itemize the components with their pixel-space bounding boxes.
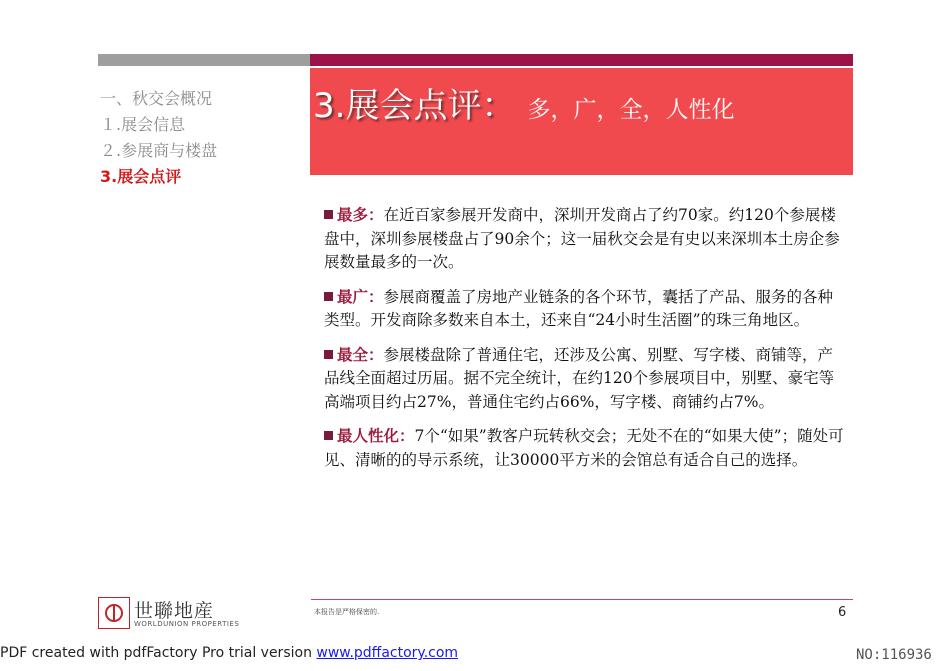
nav-item-review[interactable]: 3.展会点评 (100, 167, 182, 186)
header-bar-accent (310, 54, 853, 66)
footer-divider (311, 599, 853, 600)
company-name: 世聯地産 (134, 600, 215, 622)
pdf-watermark-link[interactable]: www.pdffactory.com (316, 645, 459, 661)
review-text: 7个“如果”教客户玩转秋交会；无处不在的“如果大使”；随处可见、清晰的的导示系统，让30000平方米的会馆总有适合自己的选择。 (324, 427, 844, 469)
review-paragraph-humane (324, 425, 846, 472)
company-logo-icon (98, 597, 130, 629)
slide-title-colon: ： (481, 86, 516, 126)
document-number: NO:116936 (856, 647, 932, 663)
square-bullet-icon (324, 350, 333, 359)
review-term: 最全： (337, 345, 384, 364)
page-number: 6 (838, 605, 847, 620)
section-nav (100, 86, 217, 190)
review-paragraph-fullest (324, 344, 846, 415)
review-text: 参展楼盘除了普通住宅，还涉及公寓、别墅、写字楼、商铺等，产品线全面超过历届。据不完全统计，在约120个参展项目中，别墅、豪宅等高端项目约占27%，普通住宅约占66%，写字楼、商铺约占7%。 (324, 345, 835, 411)
review-paragraph-most (324, 204, 846, 275)
review-content (324, 204, 846, 483)
header-bar-gray (98, 54, 310, 66)
pdf-watermark (0, 645, 458, 661)
confidential-note: 本报告是严格保密的. (314, 608, 380, 616)
review-paragraph-widest (324, 286, 846, 333)
square-bullet-icon (324, 431, 333, 440)
nav-item-exhibitors[interactable]: ２.参展商与楼盘 (100, 141, 218, 160)
review-term: 最广： (337, 287, 384, 306)
pdf-watermark-text: PDF created with pdfFactory Pro trial version (0, 645, 317, 661)
nav-item-exhibition-info[interactable]: １.展会信息 (100, 115, 186, 134)
review-text: 参展商覆盖了房地产业链条的各个环节，囊括了产品、服务的各种类型。开发商除多数来自本土，还来自“24小时生活圈”的珠三角地区。 (324, 287, 834, 329)
square-bullet-icon (324, 292, 333, 301)
review-term: 最人性化： (337, 427, 415, 445)
nav-item-overview[interactable]: 一、秋交会概况 (100, 89, 213, 108)
company-name-english: WORLDUNION PROPERTIES (134, 620, 240, 628)
slide-title-main: 3.展会点评 (313, 86, 482, 126)
slide-title-sub: 多，广，全，人性化 (527, 97, 735, 123)
square-bullet-icon (324, 210, 333, 219)
review-term: 最多： (337, 206, 384, 224)
review-text: 在近百家参展开发商中，深圳开发商占了约70家。约120个参展楼盘中，深圳参展楼盘占了90余个；这一届秋交会是有史以来深圳本土房企参展数量最多的一次。 (324, 206, 840, 271)
slide-title (313, 78, 734, 127)
